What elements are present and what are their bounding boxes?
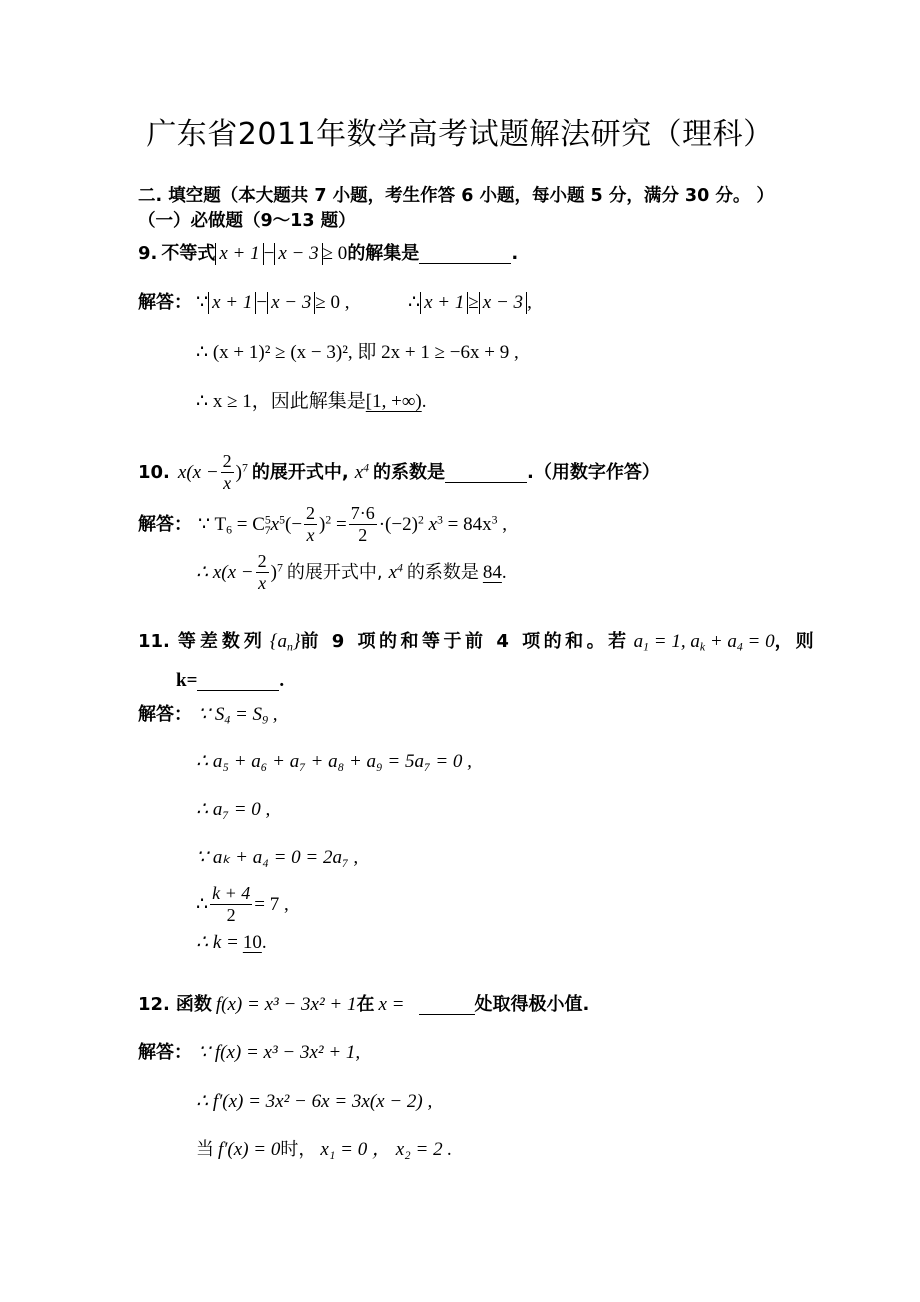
math-var: x xyxy=(388,562,397,584)
math-var: x xyxy=(354,462,364,484)
question-text: 函数 xyxy=(175,994,212,1015)
math-expr: x − 3 xyxy=(271,292,312,313)
fraction-denominator: x xyxy=(306,524,315,545)
fraction-denominator: 2 xyxy=(358,524,368,545)
solution-text: ∴ x ≥ 1，因此解集是 xyxy=(196,391,366,412)
math-expr: = C xyxy=(232,514,265,536)
math-symbol: ∵ xyxy=(196,292,209,313)
question-number: 11. xyxy=(138,631,170,652)
q9-solution-line-1 xyxy=(138,292,350,314)
math-expr: = 0 xyxy=(742,631,775,652)
subscript: 7 xyxy=(264,523,271,537)
fraction-numerator: k + 4 xyxy=(212,883,251,903)
math-expr: x(x − xyxy=(177,462,219,484)
q11-solution-line-4: ∵ aₖ + a₄ = 0 = 2a₇ , xyxy=(196,847,359,868)
subscript: 1 xyxy=(643,640,650,654)
math-var: x xyxy=(423,514,438,536)
question-number: 10. xyxy=(138,461,170,483)
q9-solution-line-2: ∴ (x + 1)² ≥ (x − 3)², 即 2x + 1 ≥ −6x + 9 , xyxy=(196,342,519,363)
question-number: 12. xyxy=(138,994,170,1015)
solution-text: 的展开式中, xyxy=(286,561,383,583)
question-text: .（用数字作答） xyxy=(527,461,660,483)
subscript: 6 xyxy=(226,523,232,537)
q11-solution-line-5 xyxy=(196,884,289,925)
question-text: 的展开式中, xyxy=(251,461,349,483)
question-text: 不等式 xyxy=(161,243,216,264)
punct: . xyxy=(261,932,267,953)
subscript: 4 xyxy=(736,640,743,654)
math-expr: x + 1 xyxy=(219,243,260,264)
math-expr: = 7 , xyxy=(254,894,289,916)
punct: , xyxy=(527,292,532,313)
exponent: 4 xyxy=(397,561,403,575)
superscript: 2 xyxy=(417,513,424,527)
math-expr: ) xyxy=(270,562,277,584)
superscript: 3 xyxy=(437,513,443,527)
math-expr: = S xyxy=(230,704,263,725)
math-expr: x + 1 xyxy=(424,292,465,313)
subscript: 4 xyxy=(224,713,231,727)
math-expr: + a xyxy=(705,631,737,652)
exponent: 4 xyxy=(363,461,370,475)
superscript: 3 xyxy=(491,513,498,527)
question-text: 的系数是 xyxy=(373,461,446,483)
question-text: 的解集是 xyxy=(347,243,420,264)
q11-solution-line-6 xyxy=(196,933,267,952)
answer-label: 解答： xyxy=(138,292,192,313)
math-op: = xyxy=(331,514,347,536)
question-11 xyxy=(138,631,817,654)
q12-solution-line-2: ∴ f′(x) = 3x² − 6x = 3x(x − 2) , xyxy=(196,1091,433,1112)
math-expr: x + 1 xyxy=(212,292,253,313)
q9-solution-line-1b xyxy=(408,292,532,314)
punct: . xyxy=(421,391,427,412)
superscript: 5 xyxy=(264,513,271,527)
answer-blank[interactable] xyxy=(197,674,279,691)
math-expr: ≥ 0 , xyxy=(315,292,350,313)
answer-blank[interactable] xyxy=(419,998,475,1015)
fraction-denominator: 2 xyxy=(226,904,236,925)
section-header: 二. 填空题（本大题共 7 小题，考生作答 6 小题，每小题 5 分，满分 30 分。 ） xyxy=(138,186,774,206)
q12-solution-line-3 xyxy=(196,1140,452,1159)
math-var: a xyxy=(633,631,644,652)
punct: , xyxy=(497,514,508,536)
solution-text: 时， xyxy=(280,1139,317,1160)
math-expr: ∴ k = xyxy=(196,932,239,953)
fraction-denominator: x xyxy=(258,572,267,593)
fraction-numerator: 2 xyxy=(222,451,232,471)
answer-label: 解答： xyxy=(138,704,192,725)
fraction-numerator: 7·6 xyxy=(350,503,375,523)
question-text: 前 9 项的和等于前 4 项的和。若 xyxy=(300,631,630,652)
question-text: 在 xyxy=(356,994,375,1015)
exponent: 7 xyxy=(241,461,248,475)
q12-solution-line-1 xyxy=(138,1043,360,1062)
math-expr: ∴ x(x − xyxy=(196,562,254,584)
math-expr: } xyxy=(292,631,301,652)
math-expr: (− xyxy=(285,514,303,536)
math-expr: ∵ S xyxy=(198,704,225,725)
math-op: ≥ xyxy=(468,292,479,313)
exponent: 7 xyxy=(276,561,283,575)
math-expr: ) xyxy=(235,462,242,484)
math-expr: x₁ = 0 ， x₂ = 2 . xyxy=(320,1139,453,1160)
answer-label: 解答： xyxy=(138,1042,192,1063)
math-expr: ) xyxy=(319,514,326,536)
math-expr: ∵ f(x) = x³ − 3x² + 1, xyxy=(198,1042,361,1063)
question-12 xyxy=(138,995,589,1015)
math-symbol: ∴ xyxy=(196,894,209,916)
math-expr: ≥ 0 xyxy=(322,243,348,264)
math-expr: f′(x) = 0 xyxy=(218,1139,281,1160)
page-title: 广东省2011年数学高考试题解法研究（理科） xyxy=(146,117,774,152)
fraction-denominator: x xyxy=(223,472,232,493)
answer-blank[interactable] xyxy=(419,247,511,264)
math-expr: {a xyxy=(269,631,287,652)
math-expr: f(x) = x³ − 3x² + 1 xyxy=(215,994,357,1015)
answer-value: 84 xyxy=(482,562,502,584)
math-symbol: ∴ xyxy=(408,292,421,313)
answer-value: [1, +∞) xyxy=(365,391,422,412)
math-expr: x − 3 xyxy=(482,292,524,313)
q11-solution-line-1 xyxy=(138,704,278,727)
math-expr: = 84x xyxy=(442,514,492,536)
punct: , xyxy=(267,704,278,725)
punct: . xyxy=(279,670,285,691)
math-expr: x = xyxy=(378,994,405,1015)
subscript: k xyxy=(699,640,706,654)
superscript: 5 xyxy=(279,513,285,527)
question-9 xyxy=(138,243,518,265)
math-op: − xyxy=(256,292,268,313)
superscript: 2 xyxy=(325,513,332,527)
math-expr: x − 3 xyxy=(278,243,319,264)
answer-value: 10 xyxy=(242,932,262,953)
question-11-line-2 xyxy=(176,671,284,691)
solution-text: 当 xyxy=(196,1139,214,1160)
q11-solution-line-3: ∴ a₇ = 0 , xyxy=(196,799,271,820)
answer-blank[interactable] xyxy=(445,462,527,483)
math-expr: ∵ T xyxy=(198,514,227,536)
math-var: x xyxy=(270,514,280,536)
math-expr: ·(−2) xyxy=(378,514,418,536)
math-op: − xyxy=(263,243,275,264)
math-expr: = 1, a xyxy=(649,631,700,652)
q11-solution-line-2: ∴ a₅ + a₆ + a₇ + a₈ + a₉ = 5a₇ = 0 , xyxy=(196,751,472,772)
q10-solution-line-2 xyxy=(196,552,507,593)
question-text: k= xyxy=(176,670,198,691)
subsection-header: （一）必做题（9～13 题） xyxy=(138,211,356,231)
fraction-numerator: 2 xyxy=(306,503,316,523)
q10-solution-line-1 xyxy=(138,504,507,545)
subscript: n xyxy=(287,640,293,654)
q9-solution-line-3 xyxy=(196,392,426,411)
question-10 xyxy=(138,452,660,493)
question-number: 9. xyxy=(138,243,158,264)
question-text: ，则 xyxy=(774,631,817,652)
question-text: 处取得极小值. xyxy=(474,994,590,1015)
fraction-numerator: 2 xyxy=(257,551,267,571)
punct: . xyxy=(511,243,519,264)
subscript: 9 xyxy=(262,713,268,727)
question-text: 等差数列 xyxy=(177,631,266,652)
answer-label: 解答： xyxy=(138,513,192,535)
solution-text: 的系数是 xyxy=(406,561,479,583)
punct: . xyxy=(501,562,507,584)
